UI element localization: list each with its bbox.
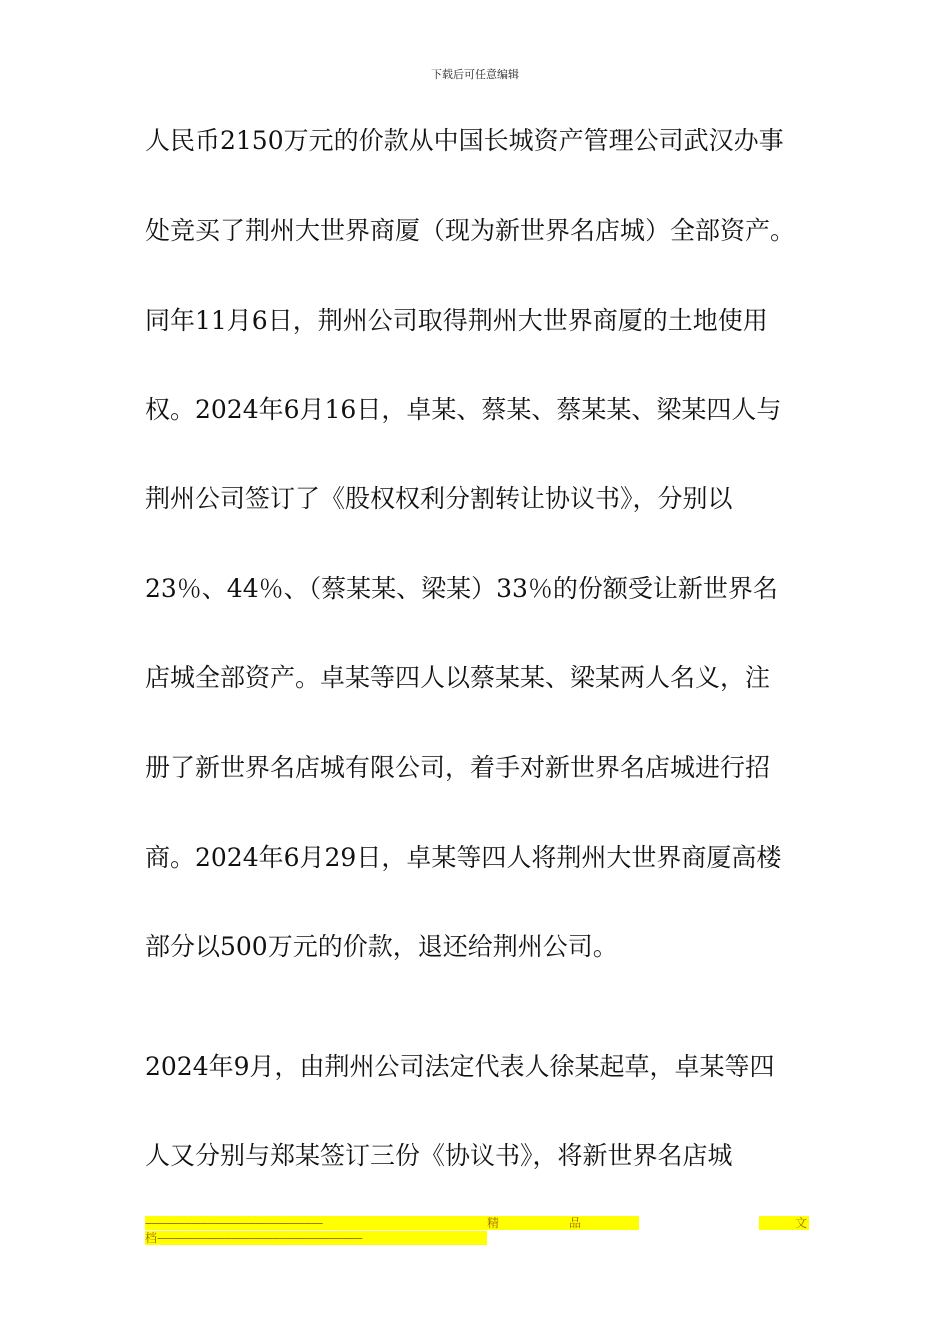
footer-dashes: ------------------------------------------------------------------- [157, 1231, 487, 1245]
text-line: 2024年9月，由荆州公司法定代表人徐某起草，卓某等四 [145, 1052, 775, 1081]
text-line: 人民币2150万元的价款从中国长城资产管理公司武汉办事 [145, 126, 784, 155]
footer-spacer [417, 1216, 485, 1230]
text-line: 荆州公司签订了《股权权利分割转让协议书》，分别以 [145, 484, 733, 513]
footer-dashes: ---------------------------------------------------------- [145, 1216, 417, 1230]
footer-spacer [501, 1216, 567, 1230]
text-line: 册了新世界名店城有限公司，着手对新世界名店城进行招 [145, 753, 771, 782]
text-line: 店城全部资产。卓某等四人以蔡某某、梁某两人名义，注 [145, 663, 771, 692]
text-line: 权。2024年6月16日，卓某、蔡某、蔡某某、梁某四人与 [145, 395, 782, 424]
footer-blank [639, 1216, 759, 1230]
footer-spacer [583, 1216, 639, 1230]
text-line: 人又分别与郑某签订三份《协议书》，将新世界名店城 [145, 1141, 733, 1170]
footer-spacer [759, 1216, 793, 1230]
text-line: 23％、44％、（蔡某某、梁某）33％的份额受让新世界名 [145, 574, 778, 603]
footer-char: 精 [487, 1216, 500, 1230]
footer-char: 文 [794, 1216, 807, 1230]
text-line: 处竞买了荆州大世界商厦（现为新世界名店城）全部资产。 [145, 216, 796, 245]
text-line: 商。2024年6月29日，卓某等四人将荆州大世界商厦高楼 [145, 843, 782, 872]
footer-banner-line-1 [145, 1216, 809, 1230]
header-note: 下载后可任意编辑 [431, 68, 519, 81]
footer-char: 档 [145, 1231, 158, 1245]
text-line: 部分以500万元的价款，退还给荆州公司。 [145, 932, 618, 961]
footer-banner-line-2 [145, 1231, 487, 1245]
footer-char: 品 [569, 1216, 582, 1230]
text-line: 同年11月6日，荆州公司取得荆州大世界商厦的土地使用 [145, 306, 768, 335]
